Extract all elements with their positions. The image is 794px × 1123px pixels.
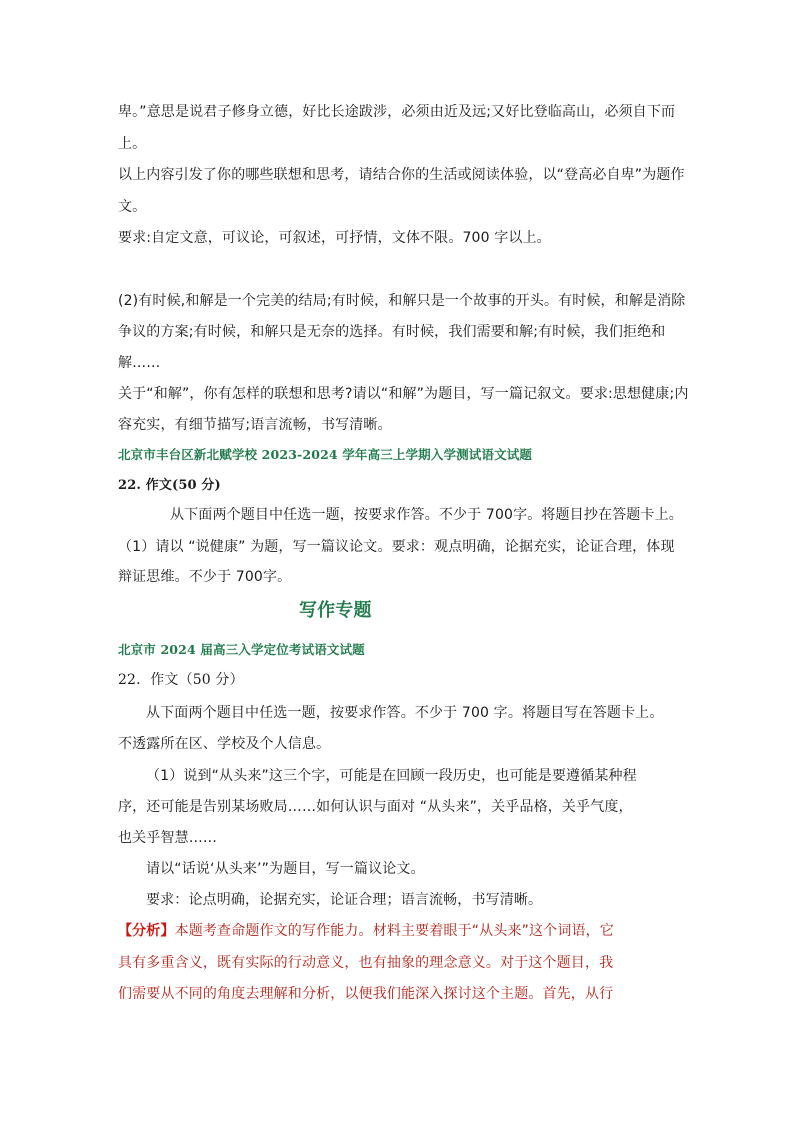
analysis-tag: 【分析】 xyxy=(118,923,175,939)
analysis-line: 们需要从不同的角度去理解和分析，以便我们能深入探讨这个主题。首先，从行 xyxy=(118,986,614,1002)
passage-line: 卑。”意思是说君子修身立德，好比长途跋涉，必须由近及远;又好比登临高山，必须自下而 xyxy=(118,104,676,120)
section-title: 写作专题 xyxy=(299,600,372,621)
requirement-line: 要求:自定文意，可议论，可叙述，可抒情，文体不限。700 字以上。 xyxy=(118,230,551,246)
question-intro: 从下面两个题目中任选一题，按要求作答。不少于 700字。将题目抄在答题卡上。 xyxy=(170,507,683,523)
question-intro: 从下面两个题目中任选一题，按要求作答。不少于 700 字。将题目写在答题卡上。 xyxy=(146,705,664,721)
source-heading: 北京市 2024 届高三入学定位考试语文试题 xyxy=(118,642,365,657)
analysis-line xyxy=(118,921,614,941)
prompt-line: 以上内容引发了你的哪些联想和思考，请结合你的生活或阅读体验，以“登高必自卑”为题作 xyxy=(118,167,685,183)
question-heading: 22．作文（50 分） xyxy=(118,672,244,688)
task-line: 请以“话说‘从头来’”为题目，写一篇议论文。 xyxy=(146,861,425,877)
question-heading: 22. 作文(50 分) xyxy=(118,478,221,493)
question-option-line: 也关乎智慧…… xyxy=(118,830,218,846)
question-option-line: 辩证思维。不少于 700字。 xyxy=(118,569,292,585)
prompt-line: 文。 xyxy=(118,199,147,215)
question-option-line: （1）说到“从头来”这三个字，可能是在回顾一段历史，也可能是要遵循某种程 xyxy=(146,768,637,784)
analysis-line: 具有多重含义，既有实际的行动意义，也有抽象的理念意义。对于这个题目，我 xyxy=(118,955,614,971)
option-2-prompt: 容充实，有细节描写;语言流畅，书写清晰。 xyxy=(118,417,392,433)
question-intro: 不透露所在区、学校及个人信息。 xyxy=(118,736,331,752)
option-2-line: 解…… xyxy=(118,355,161,371)
question-option-line: （1）请以 “说健康” 为题，写一篇议论文。要求：观点明确，论据充实，论证合理，体现 xyxy=(118,539,675,555)
option-2-line: (2)有时候,和解是一个完美的结局;有时候，和解只是一个故事的开头。有时候，和解是消除 xyxy=(118,293,686,309)
analysis-text: 本题考查命题作文的写作能力。材料主要着眼于“从头来”这个词语，它 xyxy=(174,923,614,939)
source-heading: 北京市丰台区新北赋学校 2023-2024 学年高三上学期入学测试语文试题 xyxy=(118,447,533,462)
option-2-line: 争议的方案;有时候，和解只是无奈的选择。有时候，我们需要和解;有时候，我们拒绝和 xyxy=(118,324,666,340)
passage-line: 上。 xyxy=(118,136,147,152)
question-option-line: 序，还可能是告别某场败局……如何认识与面对 “从头来”，关乎品格，关乎气度， xyxy=(118,799,633,815)
option-2-prompt: 关于“和解”，你有怎样的联想和思考?请以“和解”为题目，写一篇记叙文。要求:思想健康;内 xyxy=(118,386,689,402)
requirement-line: 要求：论点明确，论据充实，论证合理；语言流畅，书写清晰。 xyxy=(146,892,543,908)
